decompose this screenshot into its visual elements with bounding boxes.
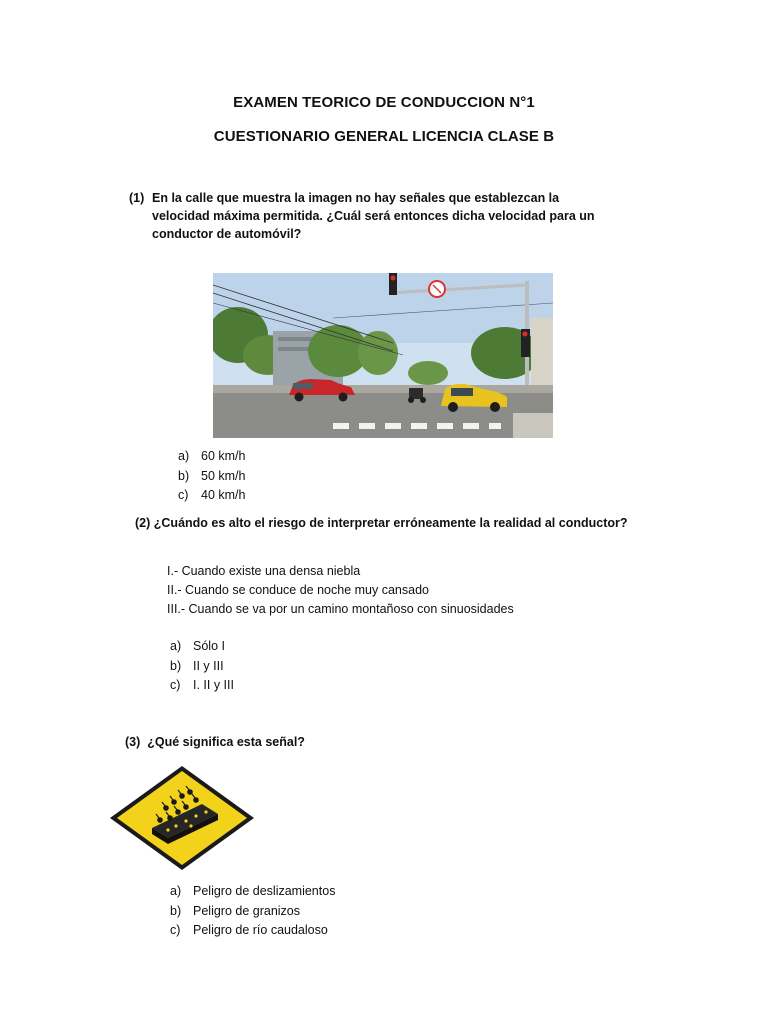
question-2 <box>135 514 635 532</box>
option-text: 60 km/h <box>201 449 246 463</box>
page-title: EXAMEN TEORICO DE CONDUCCION N°1 <box>233 94 535 111</box>
question-2-options <box>170 637 234 696</box>
warning-sign <box>106 762 258 874</box>
option-b[interactable] <box>178 467 245 487</box>
page-subtitle: CUESTIONARIO GENERAL LICENCIA CLASE B <box>213 128 555 145</box>
option-a[interactable] <box>178 447 245 467</box>
option-b[interactable] <box>170 902 335 922</box>
statement-3: III.- Cuando se va por un camino montañoso con sinuosidades <box>167 602 514 616</box>
option-letter: b) <box>170 903 182 918</box>
question-number: (3) <box>125 735 141 749</box>
option-text: Peligro de deslizamientos <box>193 884 336 898</box>
street-photo <box>213 273 553 438</box>
option-text: 40 km/h <box>201 488 246 502</box>
option-letter: c) <box>170 923 181 937</box>
option-letter: c) <box>170 678 181 692</box>
option-text: II y III <box>193 658 224 673</box>
question-number: (2) <box>135 516 151 530</box>
question-3 <box>125 733 525 751</box>
question-text: En la calle que muestra la imagen no hay señales que establezcan la velocidad máxima permitida. ¿Cuál será entonces dicha velocidad para un conductor de automóvil? <box>152 191 595 241</box>
option-a[interactable] <box>170 637 234 657</box>
question-text: ¿Qué significa esta señal? <box>147 735 305 749</box>
option-text: 50 km/h <box>201 468 246 483</box>
option-text: Peligro de río caudaloso <box>193 923 328 937</box>
question-number: (1) <box>129 191 145 205</box>
question-1 <box>129 189 619 243</box>
statement-2: II.- Cuando se conduce de noche muy cansado <box>167 583 429 597</box>
option-c[interactable] <box>178 486 245 506</box>
question-1-options <box>178 447 245 506</box>
question-3-options <box>170 882 335 941</box>
option-c[interactable] <box>170 921 335 941</box>
question-text: ¿Cuándo es alto el riesgo de interpretar erróneamente la realidad al conductor? <box>153 516 628 530</box>
street-intersection-image <box>213 273 553 438</box>
option-letter: a) <box>178 449 190 463</box>
option-text: I. II y III <box>193 678 234 692</box>
option-letter: a) <box>170 639 182 653</box>
option-letter: a) <box>170 884 182 898</box>
question-2-statements <box>167 562 514 619</box>
option-text: Peligro de granizos <box>193 903 301 918</box>
option-b[interactable] <box>170 657 234 677</box>
option-letter: b) <box>170 658 182 673</box>
option-letter: b) <box>178 468 190 483</box>
option-a[interactable] <box>170 882 335 902</box>
option-c[interactable] <box>170 676 234 696</box>
hail-warning-sign-icon <box>106 762 258 874</box>
statement-1: I.- Cuando existe una densa niebla <box>167 564 361 578</box>
option-text: Sólo I <box>193 639 225 653</box>
option-letter: c) <box>178 488 189 502</box>
